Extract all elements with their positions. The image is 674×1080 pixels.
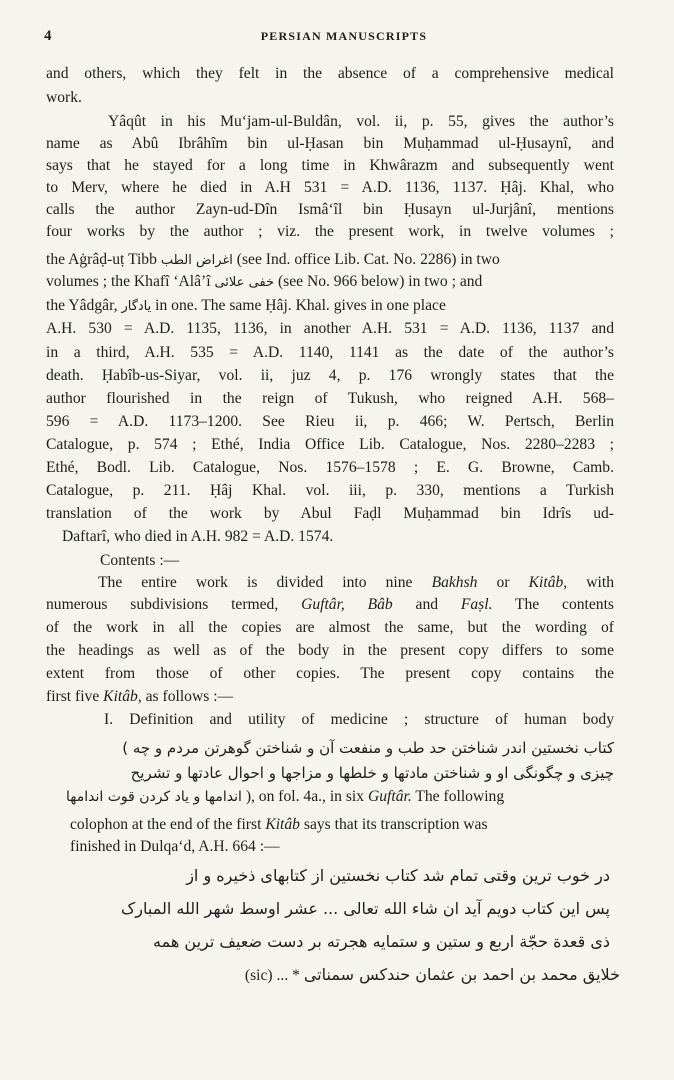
text-line: Ethé, Bodl. Lib. Catalogue, Nos. 1576–1578 ; E. G. Browne, Camb.: [46, 459, 614, 476]
text-line-with-arabic: [46, 296, 446, 317]
text-fragment: and: [415, 596, 439, 613]
text-line: the headings as well as of the body in the present copy differs to some: [46, 642, 614, 659]
text-fragment: or: [496, 574, 510, 591]
text-line: Daftarî, who died in A.H. 982 = A.D. 1574.: [62, 528, 334, 545]
text-fragment: the Aġrâḍ-uṭ Tibb: [46, 251, 157, 268]
text-fragment: says that its transcription was: [303, 816, 488, 833]
text-fragment: (see Ind. office Lib. Cat. No. 2286) in two: [236, 251, 500, 268]
text-line-mixed: [70, 815, 488, 835]
text-fragment: (sic) ... *: [244, 967, 300, 984]
text-line: name as Abû Ibrâhîm bin ul-Ḥasan bin Muḥammad ul-Ḥusaynî, and: [46, 135, 614, 152]
text-line: Yâqût in his Mu‘jam-ul-Buldân, vol. ii, p. 55, gives the author’s: [108, 113, 614, 130]
text-fragment: with: [586, 574, 614, 591]
arabic-title: اغراض الطب: [160, 253, 233, 268]
colophon-line: در خوب ترین وقتی تمام شد کتاب نخستین از کتابهای ذخیره و از: [186, 866, 610, 885]
text-line: of the work in all the copies are almost the same, but the wording of: [46, 619, 614, 636]
text-line: 596 = A.D. 1173–1200. See Rieu ii, p. 466; W. Pertsch, Berlin: [46, 413, 614, 430]
chapter-heading: I. Definition and utility of medicine ; structure of human body: [104, 711, 614, 728]
text-fragment: numerous subdivisions termed,: [46, 596, 279, 613]
colophon-line: ذی قعدة حجّة اربع و ستین و ستمایه هجرته بر دست ضعیف ترین همه: [153, 932, 610, 951]
page-number: 4: [44, 28, 52, 44]
text-fragment: colophon at the end of the first: [70, 816, 262, 833]
colophon-line-final: [140, 965, 620, 986]
text-line: death. Ḥabîb-us-Siyar, vol. ii, juz 4, p. 176 wrongly states that the: [46, 367, 614, 384]
text-line: extent from those of other copies. The present copy contains the: [46, 665, 614, 682]
text-fragment: The entire work is divided into nine: [98, 574, 413, 591]
term-italic: Bakhsh: [431, 574, 478, 591]
text-line: author flourished in the reign of Tukush, who reigned A.H. 568–: [46, 390, 614, 407]
persian-text-fragment: اندامها و یاد کردن قوت اندامها: [66, 789, 242, 805]
text-fragment: the Yâdgâr,: [46, 297, 118, 314]
page-header: [44, 28, 644, 50]
text-line: translation of the work by Abul Faḍl Muḥammad bin Idrîs ud-: [46, 505, 614, 522]
colophon-line: پس این کتاب دویم آید ان شاء الله تعالی ... عشر اوسط شهر الله المبارک: [120, 899, 610, 918]
text-line-with-arabic: [46, 250, 500, 271]
text-fragment: The contents: [514, 596, 614, 613]
text-line: to Merv, where he died in A.H 531 = A.D. 1136, 1137. Ḥâj. Khal, who: [46, 179, 614, 196]
text-fragment: ), on fol. 4a., in six: [245, 788, 365, 805]
text-line: says that he stayed for a long time in Khwârazm and subsequently went: [46, 157, 614, 174]
term-italic: Guftâr, Bâb: [301, 596, 393, 613]
persian-text-line: چیزی و چگونگی او و شناختن مادتها و خلطها و مزاجها و احوال عادتها و تشریح: [130, 764, 614, 782]
text-fragment: in one. The same Ḥâj. Khal. gives in one place: [155, 297, 446, 314]
arabic-title: خفی علائی: [214, 275, 275, 290]
text-line-with-arabic: [46, 272, 482, 293]
text-line: Catalogue, p. 574 ; Ethé, India Office Lib. Catalogue, Nos. 2280–2283 ;: [46, 436, 614, 453]
term-italic: Kitâb: [265, 816, 300, 833]
text-line-with-arabic: [66, 787, 504, 807]
text-fragment: as follows :—: [145, 688, 234, 705]
text-line: four works by the author ; viz. the present work, in twelve volumes ;: [46, 223, 614, 240]
text-line: A.H. 530 = A.D. 1135, 1136, in another A.H. 531 = A.D. 1136, 1137 and: [46, 320, 614, 337]
text-line: Catalogue, p. 211. Ḥâj Khal. vol. iii, p. 330, mentions a Turkish: [46, 482, 614, 499]
text-line-mixed: [46, 595, 614, 615]
text-fragment: first five: [46, 688, 100, 705]
persian-text-line: کتاب نخستین اندر شناختن حد طب و منفعت آن و شناختن گوهرتن مردم و چه ): [122, 739, 614, 757]
persian-text-fragment: خلایق محمد بن احمد بن عثمان حندکس سمناتی: [303, 965, 620, 984]
text-line: calls the author Zayn-ud-Dîn Ismâ‘îl bin Ḥusayn ul-Jurjânî, mentions: [46, 201, 614, 218]
text-fragment: The following: [415, 788, 505, 805]
term-italic: Guftâr.: [367, 788, 412, 805]
arabic-title: یادگار: [121, 299, 152, 314]
term-italic: Faṣl.: [460, 596, 493, 613]
text-line: finished in Dulqa‘d, A.H. 664 :—: [70, 838, 280, 855]
text-fragment: (see No. 966 below) in two ; and: [277, 273, 483, 290]
text-fragment: volumes ; the Khafî ‘Alâ’î: [46, 273, 211, 290]
term-italic: Kitâb,: [528, 574, 568, 591]
text-line-mixed: [46, 687, 233, 707]
text-line: work.: [46, 89, 82, 106]
text-line: and others, which they felt in the absence of a comprehensive medical: [46, 65, 614, 82]
term-italic: Kitâb,: [103, 688, 142, 705]
text-line-mixed: [98, 573, 614, 593]
contents-heading: Contents :—: [100, 552, 180, 569]
running-title: PERSIAN MANUSCRIPTS: [260, 29, 428, 43]
text-line: in a third, A.H. 535 = A.D. 1140, 1141 as the date of the author’s: [46, 344, 614, 361]
